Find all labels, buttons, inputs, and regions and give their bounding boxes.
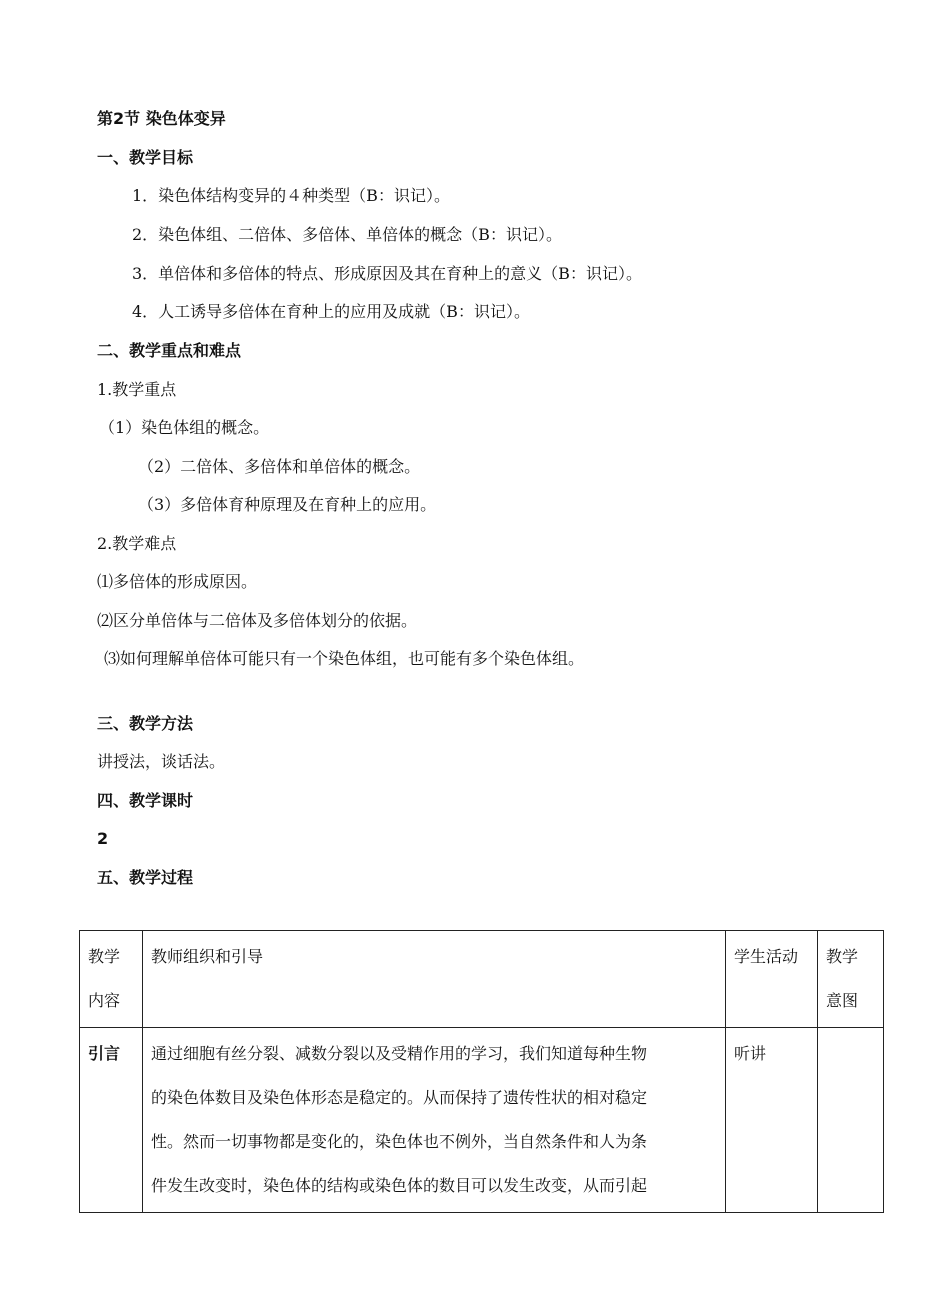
row-teacher-cell [143, 1028, 726, 1213]
header-teacher-cell [143, 931, 726, 1028]
row-content-cell: 引言 [80, 1028, 143, 1213]
objective-item: 2．染色体组、二倍体、多倍体、单倍体的概念（B：识记）。 [132, 225, 562, 244]
row-student-cell: 听讲 [726, 1028, 818, 1213]
key-point-item: （3）多倍体育种原理及在育种上的应用。 [138, 495, 437, 514]
header-student-label: 学生活动 [734, 947, 799, 966]
row-intent-cell [818, 1028, 884, 1213]
section-heading-objectives: 一、教学目标 [97, 148, 194, 167]
table-header-row [80, 931, 884, 1028]
key-points-title: 1.教学重点 [97, 380, 177, 399]
teacher-text-line: 的染色体数目及染色体形态是稳定的。从而保持了遗传性状的相对稳定 [151, 1088, 648, 1107]
difficult-point-item: ⑴多倍体的形成原因。 [97, 572, 258, 591]
key-point-item: （1）染色体组的概念。 [99, 418, 270, 437]
lessons-count: 2 [97, 829, 109, 848]
objective-item: 3．单倍体和多倍体的特点、形成原因及其在育种上的意义（B：识记）。 [132, 264, 642, 283]
teacher-text-line: 通过细胞有丝分裂、减数分裂以及受精作用的学习，我们知道每种生物 [151, 1044, 648, 1063]
key-point-item: （2）二倍体、多倍体和单倍体的概念。 [138, 457, 421, 476]
header-content-line2: 内容 [88, 991, 121, 1010]
header-student-cell [726, 931, 818, 1028]
table-row [80, 1028, 884, 1213]
page-title: 第2节 染色体变异 [97, 109, 226, 128]
difficult-point-item: ⑵区分单倍体与二倍体及多倍体划分的依据。 [97, 611, 418, 630]
teacher-text-line: 性。然而一切事物都是变化的，染色体也不例外，当自然条件和人为条 [151, 1132, 648, 1151]
objective-item: 1．染色体结构变异的４种类型（B：识记）。 [132, 186, 450, 205]
header-content-line1: 教学 [88, 947, 121, 966]
header-intent-cell [818, 931, 884, 1028]
header-teacher-label: 教师组织和引导 [151, 947, 264, 966]
objective-item: 4．人工诱导多倍体在育种上的应用及成就（B：识记）。 [132, 302, 530, 321]
teacher-text-line: 件发生改变时，染色体的结构或染色体的数目可以发生改变，从而引起 [151, 1176, 648, 1195]
difficult-points-title: 2.教学难点 [97, 534, 177, 553]
methods-text: 讲授法，谈话法。 [97, 752, 226, 771]
header-content-cell [80, 931, 143, 1028]
header-intent-line2: 意图 [826, 991, 859, 1010]
section-heading-methods: 三、教学方法 [97, 714, 194, 733]
header-intent-line1: 教学 [826, 947, 859, 966]
section-heading-process: 五、教学过程 [97, 868, 194, 887]
difficult-point-item: ⑶如何理解单倍体可能只有一个染色体组，也可能有多个染色体组。 [104, 649, 585, 668]
section-heading-key-points: 二、教学重点和难点 [97, 341, 242, 360]
teaching-process-table [79, 930, 884, 1213]
section-heading-lessons: 四、教学课时 [97, 791, 194, 810]
